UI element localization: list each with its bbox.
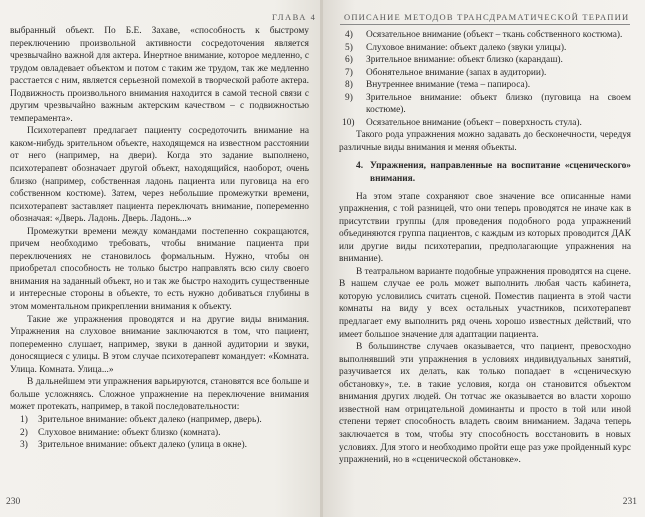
list-item-text: Обонятельное внимание (запах в аудитории).	[366, 67, 547, 78]
list-item-text: Слуховое внимание: объект близко (комната).	[38, 427, 221, 438]
list-item-number: 2)	[20, 427, 28, 438]
list-item-text: Зрительное внимание: объект далеко (улица в окне).	[38, 440, 247, 451]
list-item-number: 3)	[20, 440, 28, 451]
list-item-number: 8)	[345, 80, 353, 91]
numbered-list	[10, 414, 309, 452]
list-item-number: 7)	[345, 67, 353, 78]
paragraph: На этом этапе сохраняют свое значение все описанные нами упражнения, с той разницей, что они теперь проводятся не иначе как в присутствии группы (для проведения подобного рода упражнений объединяются группа пациентов, с каждым из которых проводится ДАК или другие виды психотерапии, предполагающие упражнения на внимание).	[339, 191, 631, 265]
section-heading	[339, 160, 631, 185]
list-item-number: 4)	[345, 30, 353, 40]
right-page	[323, 0, 645, 517]
paragraph: В дальнейшем эти упражнения варьируются, становятся все больше и больше усложняясь. Сложное упражнение на переключение внимания может протекать, например, в такой последовательности:	[10, 377, 309, 413]
list-item	[339, 92, 631, 117]
list-item	[339, 42, 631, 55]
header-rule	[340, 24, 630, 25]
list-item	[10, 427, 309, 440]
list-item	[339, 79, 631, 92]
paragraph: В театральном варианте подобные упражнения проводятся на сцене. В нашем случае ее роль может выполнить любая часть кабинета, которую условились считать сценой. Поместив пациента в этой части комнаты на виду у всех остальных участников, психотерапевт предлагает ему выполнить ряд очень хорошо известных действий, что имеет большое значение для адаптации пациента.	[339, 266, 631, 340]
list-item	[10, 439, 309, 452]
right-page-text	[339, 29, 631, 467]
paragraph: Промежутки времени между командами постепенно сокращаются, причем необходимо требовать, чтобы внимание пациента при переключениях не становилось формальным. Нужно, чтобы он приобретал способность не только быстро направлять всю силу своего внимания на заданный объект, но и так же быстро находить существенные и интересные стороны в объекте, то есть нужно добиваться глубины в этом моментальном прикреплении внимания к объекту.	[10, 226, 309, 313]
list-item-text: Осязательное внимание (объект – ткань собственного костюма).	[366, 30, 623, 40]
page-number-right: 231	[622, 497, 637, 507]
list-item-number: 1)	[20, 414, 28, 425]
section-number: 4.	[356, 161, 364, 172]
running-header-left: ГЛАВА 4	[272, 12, 317, 22]
list-item	[10, 414, 309, 427]
list-item	[339, 67, 631, 80]
left-page-text	[10, 25, 309, 452]
paragraph: Психотерапевт предлагает пациенту сосредоточить внимание на каком-нибудь зрительном объекте, находящемся на известном расстоянии от него (например, на двери). Когда это задание выполнено, психотерапевт обозначает другой объект, находящийся, наоборот, очень близко (например, собственная ладонь пациента или пуговица на его собственном костюме). Затем, через небольшие промежутки времени, психотерапевт заставляет пациента переключать внимание, попеременно обозначая: «Дверь. Ладонь. Дверь. Ладонь...»	[10, 126, 309, 225]
list-item-text: Осязательное внимание (объект – поверхность стула).	[366, 117, 582, 128]
section-title: Упражнения, направленные на воспитание «сценического» внимания.	[370, 161, 631, 185]
paragraph: Такого рода упражнения можно задавать до бесконечности, чередуя различные виды внимания и меняя объекты.	[339, 130, 631, 153]
list-item	[339, 54, 631, 67]
paragraph: Такие же упражнения проводятся и на другие виды внимания. Упражнения на слуховое внимание заключаются в том, что пациент, попеременно слушает, например, звуки в данной аудитории и звуки, доносящиеся с улицы. В этом случае психотерапевт командует: «Комната. Улица. Комната. Улица...»	[10, 314, 309, 375]
list-item-text: Зрительное внимание: объект близко (карандаш).	[366, 55, 563, 66]
paragraph: выбранный объект. По Б.Е. Захаве, «способность к быстрому переключению произвольной активности сосредоточения является чрезвычайно важной для актера. Инертное внимание, которое медленно, с трудом овладевает объектом и потом с таким же трудом, так же медленно расстается с ним, является серьезной помехой в творческой работе актера. Подвижность произвольного внимания находится в самой тесной связи с другим чрезвычайно важным актерским качеством – с подвижностью темперамента».	[10, 26, 309, 124]
list-item-number: 5)	[345, 42, 353, 53]
list-item	[339, 117, 631, 130]
list-item-text: Зрительное внимание: объект далеко (например, дверь).	[38, 414, 262, 425]
list-item-number: 9)	[345, 92, 353, 103]
numbered-list	[339, 29, 631, 129]
paragraph: В большинстве случаев оказывается, что пациент, превосходно выполнявший эти упражнения в условиях индивидуальных занятий, разучивается их делать, как только попадает в «сценическую обстановку», т.е. в такие условия, когда он становится объектом внимания других людей. Он тотчас же оказывается во власти хорошо известной нам отрицательной доминанты и просто в той или иной степени теряет способность владеть своим вниманием. Задача теперь заключается в том, чтобы эту способность восстановить в новых условиях. Для этого и необходимо пройти еще раз уже пройденный курс упражнений, но в «сценической обстановке».	[339, 342, 631, 466]
running-header-right: ОПИСАНИЕ МЕТОДОВ ТРАНСДРАМАТИЧЕСКОЙ ТЕРАПИИ	[344, 12, 630, 22]
page-number-left: 230	[6, 497, 21, 507]
list-item-text: Внутреннее внимание (тема – папироса).	[366, 80, 531, 91]
list-item-text: Слуховое внимание: объект далеко (звуки улицы).	[366, 42, 567, 53]
list-item-number: 10)	[342, 117, 355, 128]
list-item-number: 6)	[345, 55, 353, 66]
list-item	[339, 29, 631, 42]
list-item-text: Зрительное внимание: объект близко (пуговица на своем костюме).	[366, 92, 631, 116]
